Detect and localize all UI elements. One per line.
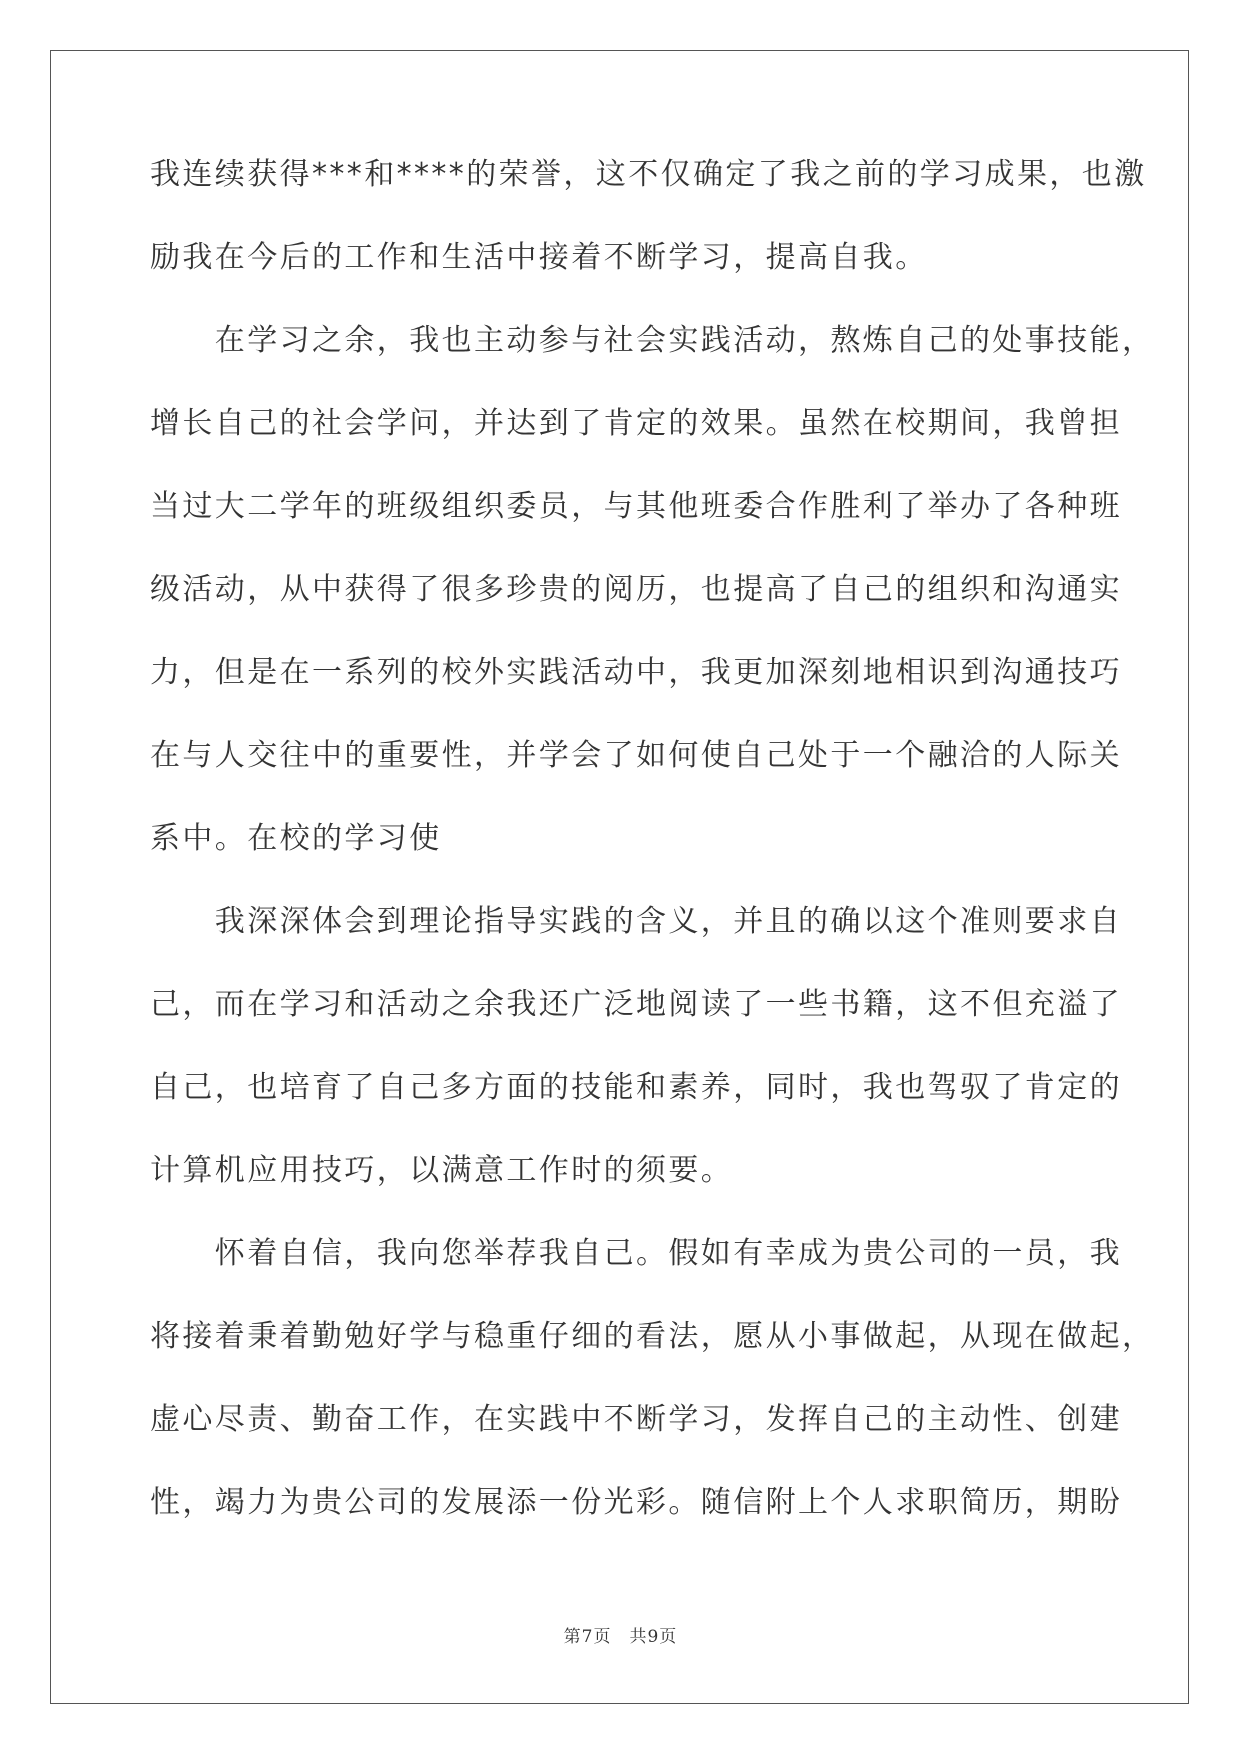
text-line: 性，竭力为贵公司的发展添一份光彩。随信附上个人求职简历，期盼 (150, 1485, 1122, 1520)
document-body (150, 155, 1155, 1523)
text-line: 我连续获得***和****的荣誉，这不仅确定了我之前的学习成果，也激 (150, 157, 1147, 192)
text-line: 我深深体会到理论指导实践的含义，并且的确以这个准则要求自 (150, 904, 1122, 939)
text-line: 自己，也培育了自己多方面的技能和素养，同时，我也驾驭了肯定的 (150, 1070, 1122, 1105)
text-line: 计算机应用技巧，以满意工作时的须要。 (150, 1153, 734, 1188)
text-line: 励我在今后的工作和生活中接着不断学习，提高自我。 (150, 240, 928, 275)
text-line: 将接着秉着勤勉好学与稳重仔细的看法，愿从小事做起，从现在做起， (150, 1319, 1155, 1354)
text-line: 怀着自信，我向您举荐我自己。假如有幸成为贵公司的一员，我 (150, 1236, 1122, 1271)
text-line: 虚心尽责、勤奋工作，在实践中不断学习，发挥自己的主动性、创建 (150, 1402, 1122, 1437)
text-line: 在与人交往中的重要性，并学会了如何使自己处于一个融洽的人际关 (150, 738, 1122, 773)
text-line: 级活动，从中获得了很多珍贵的阅历，也提高了自己的组织和沟通实 (150, 572, 1122, 607)
text-line: 系中。在校的学习使 (150, 821, 442, 856)
text-line: 当过大二学年的班级组织委员，与其他班委合作胜利了举办了各种班 (150, 489, 1122, 524)
text-line: 力，但是在一系列的校外实践活动中，我更加深刻地相识到沟通技巧 (150, 655, 1122, 690)
page-number: 第7页 共9页 (563, 1627, 678, 1647)
text-line: 在学习之余，我也主动参与社会实践活动，熬炼自己的处事技能， (150, 323, 1155, 358)
text-line: 己，而在学习和活动之余我还广泛地阅读了一些书籍，这不但充溢了 (150, 987, 1122, 1022)
text-line: 增长自己的社会学问，并达到了肯定的效果。虽然在校期间，我曾担 (150, 406, 1122, 441)
